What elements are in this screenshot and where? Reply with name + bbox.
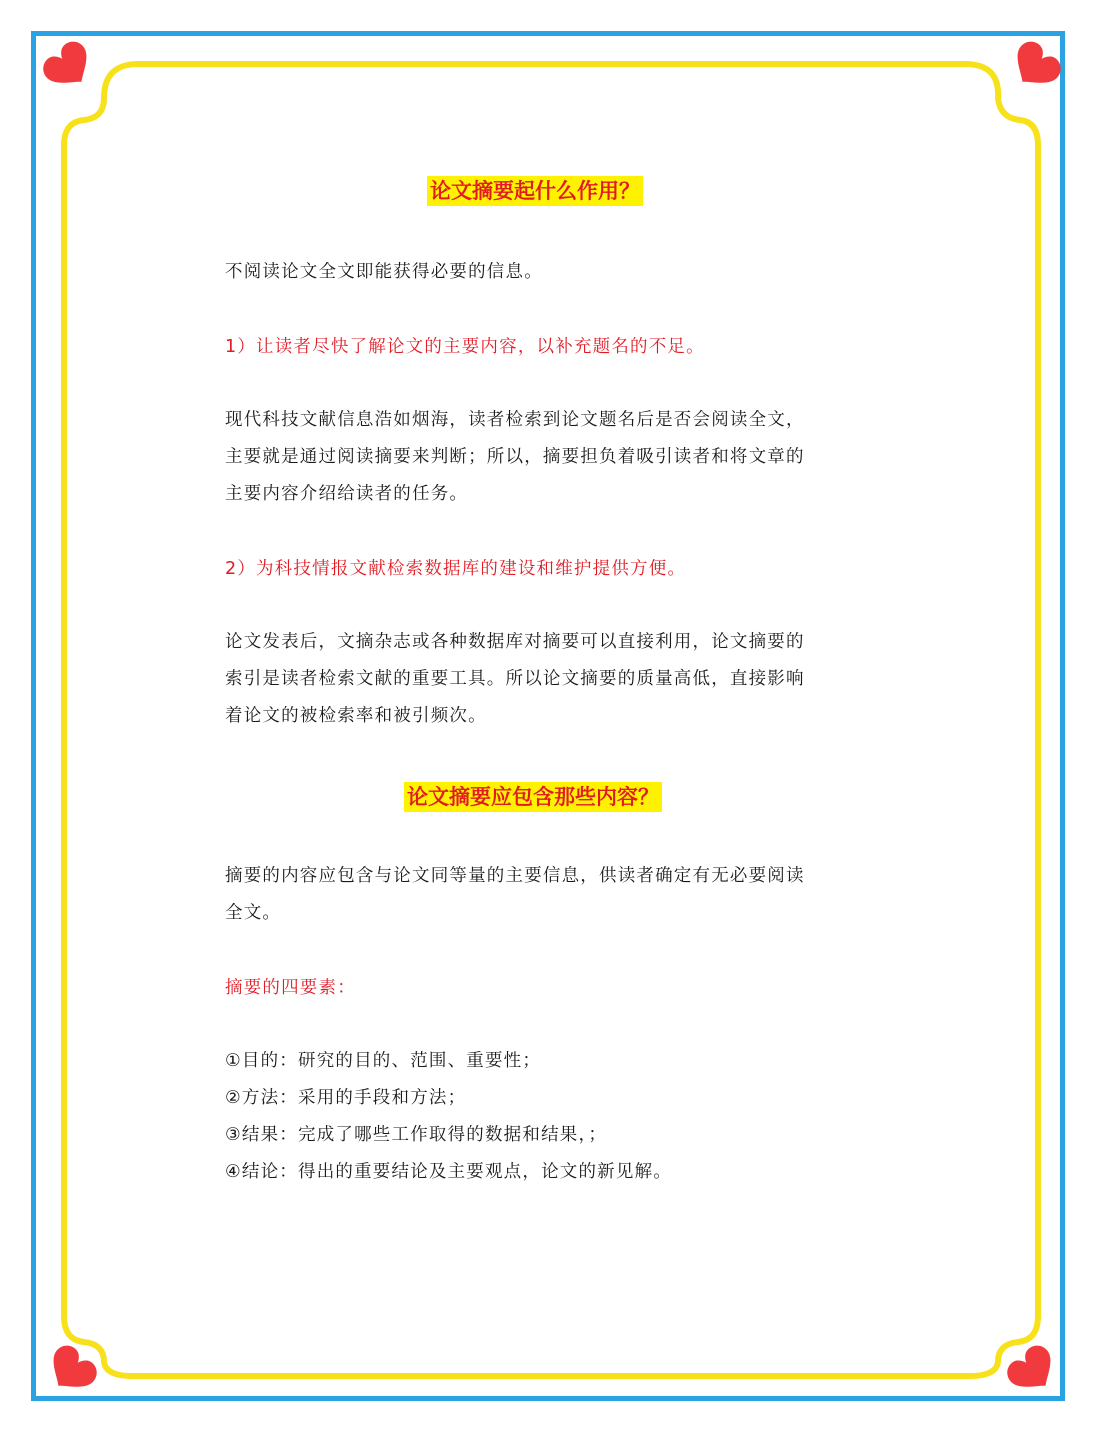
list-item: ②方法：采用的手段和方法； bbox=[225, 1088, 467, 1108]
four-elements-title: 摘要的四要素： bbox=[225, 978, 356, 998]
paragraph-line: 主要内容介绍给读者的任务。 bbox=[225, 484, 469, 504]
section-heading-contents: 论文摘要应包含那些内容？ bbox=[404, 782, 662, 812]
paragraph-line: 索引是读者检索文献的重要工具。所以论文摘要的质量高低，直接影响 bbox=[225, 669, 805, 689]
point-1-title: 1）让读者尽快了解论文的主要内容，以补充题名的不足。 bbox=[225, 337, 705, 357]
intro-paragraph: 不阅读论文全文即能获得必要的信息。 bbox=[225, 262, 543, 282]
list-item: ①目的：研究的目的、范围、重要性； bbox=[225, 1051, 542, 1071]
point-2-title: 2）为科技情报文献检索数据库的建设和维护提供方便。 bbox=[225, 559, 687, 579]
list-item: ④结论：得出的重要结论及主要观点，论文的新见解。 bbox=[225, 1162, 672, 1182]
paragraph-line: 主要就是通过阅读摘要来判断；所以，摘要担负着吸引读者和将文章的 bbox=[225, 447, 805, 467]
contents-intro-paragraph bbox=[225, 858, 875, 932]
paragraph-line: 着论文的被检索率和被引频次。 bbox=[225, 706, 487, 726]
paragraph-line: 现代科技文献信息浩如烟海，读者检索到论文题名后是否会阅读全文， bbox=[225, 410, 805, 430]
four-elements-list bbox=[225, 1043, 672, 1191]
point-1-paragraph bbox=[225, 402, 875, 513]
paragraph-line: 论文发表后，文摘杂志或各种数据库对摘要可以直接利用，论文摘要的 bbox=[225, 632, 805, 652]
point-2-paragraph bbox=[225, 624, 875, 735]
paragraph-line: 摘要的内容应包含与论文同等量的主要信息，供读者确定有无必要阅读 bbox=[225, 866, 805, 886]
paragraph-line: 全文。 bbox=[225, 903, 282, 923]
section-heading-purpose: 论文摘要起什么作用？ bbox=[427, 176, 643, 206]
list-item: ③结果：完成了哪些工作取得的数据和结果，； bbox=[225, 1125, 608, 1145]
